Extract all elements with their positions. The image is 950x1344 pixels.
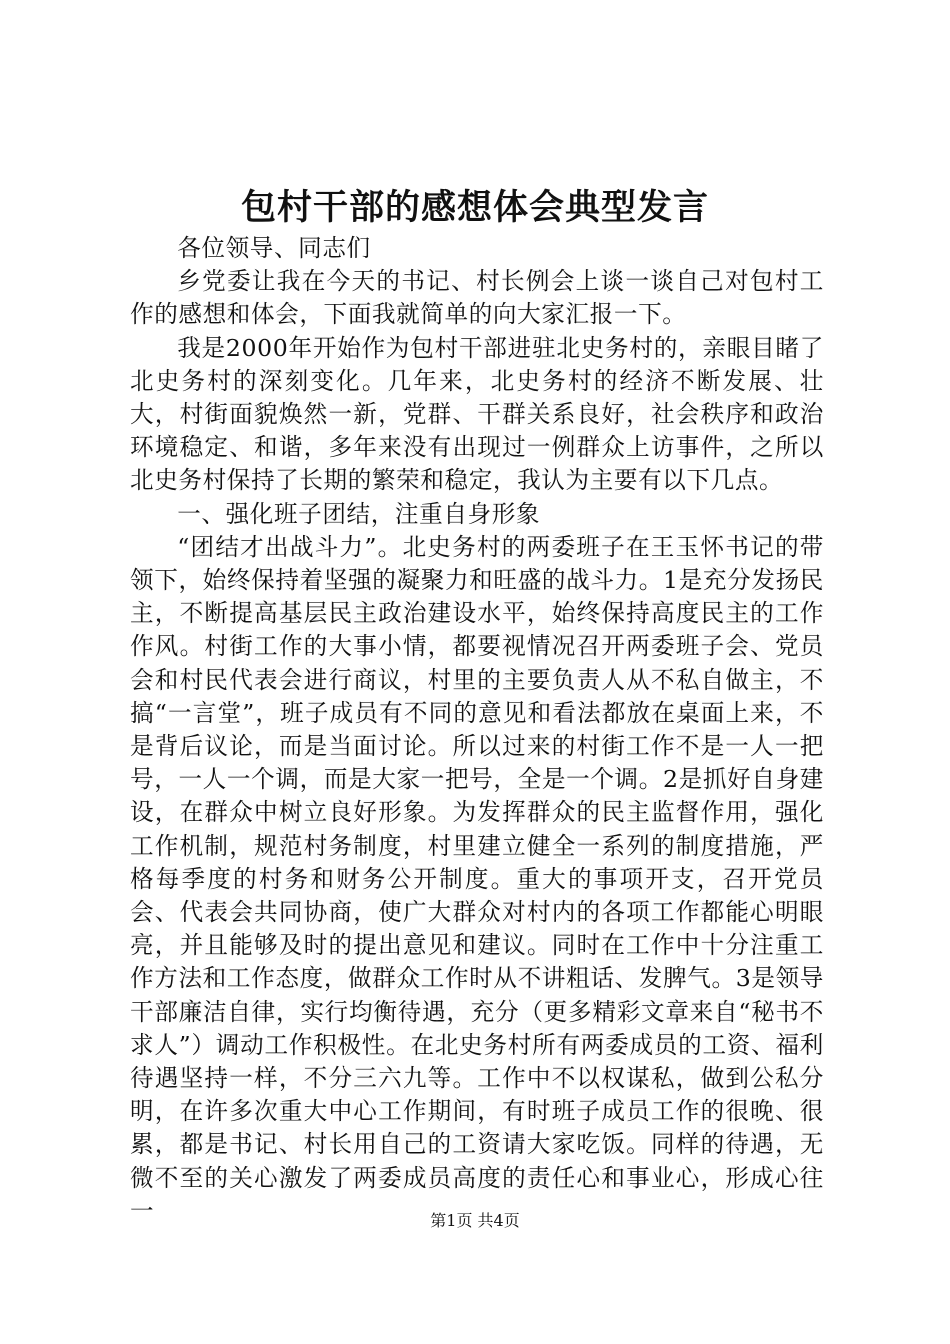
section-heading-1: 一、强化班子团结，注重自身形象 [177,499,541,528]
document-title: 包村干部的感想体会典型发言 [240,188,709,228]
paragraph-section-1-body: “团结才出战斗力”。北史务村的两委班子在王玉怀书记的带领下，始终保持着坚强的凝聚力和旺盛的战斗力。1是充分发扬民主，不断提高基层民主政治建设水平，始终保持高度民主的工作作风。村街工作的大事小情，都要视情况召开两委班子会、党员会和村民代表会进行商议，村里的主要负责人从不私自做主，不搞“一言堂”，班子成员有不同的意见和看法都放在桌面上来，不是背后议论，而是当面讨论。所以过来的村街工作不是一人一把号，一人一个调，而是大家一把号，全是一个调。2是抓好自身建设，在群众中树立良好形象。为发挥群众的民主监督作用，强化工作机制，规范村务制度，村里建立健全一系列的制度措施，严格每季度的村务和财务公开制度。重大的事项开支，召开党员会、代表会共同协商，使广大群众对村内的各项工作都能心明眼亮，并且能够及时的提出意见和建议。同时在工作中十分注重工作方法和工作态度，做群众工作时从不讲粗话、发脾气。3是领导干部廉洁自律，实行均衡待遇，充分（更多精彩文章来自“秘书不求人”）调动工作积极性。在北史务村所有两委成员的工资、福利待遇坚持一样，不分三六九等。工作中不以权谋私，做到公私分明，在许多次重大中心工作期间，有时班子成员工作的很晚、很累，都是书记、村长用自己的工资请大家吃饭。同样的待遇，无微不至的关心激发了两委成员高度的责任心和事业心，形成心往一 [130,532,824,1225]
paragraph-background: 我是2000年开始作为包村干部进驻北史务村的，亲眼目睹了北史务村的深刻变化。几年来，北史务村的经济不断发展、壮大，村街面貌焕然一新，党群、干群关系良好，社会秩序和政治环境稳定、和谐，多年来没有出现过一例群众上访事件，之所以北史务村保持了长期的繁荣和稳定，我认为主要有以下几点。 [130,333,824,495]
paragraph-salutation: 各位领导、同志们 [177,234,371,262]
document-body [130,232,824,1228]
paragraph-intro: 乡党委让我在今天的书记、村长例会上谈一谈自己对包村工作的感想和体会，下面我就简单的向大家汇报一下。 [130,267,824,329]
page-number-footer: 第1页 共4页 [430,1211,520,1230]
